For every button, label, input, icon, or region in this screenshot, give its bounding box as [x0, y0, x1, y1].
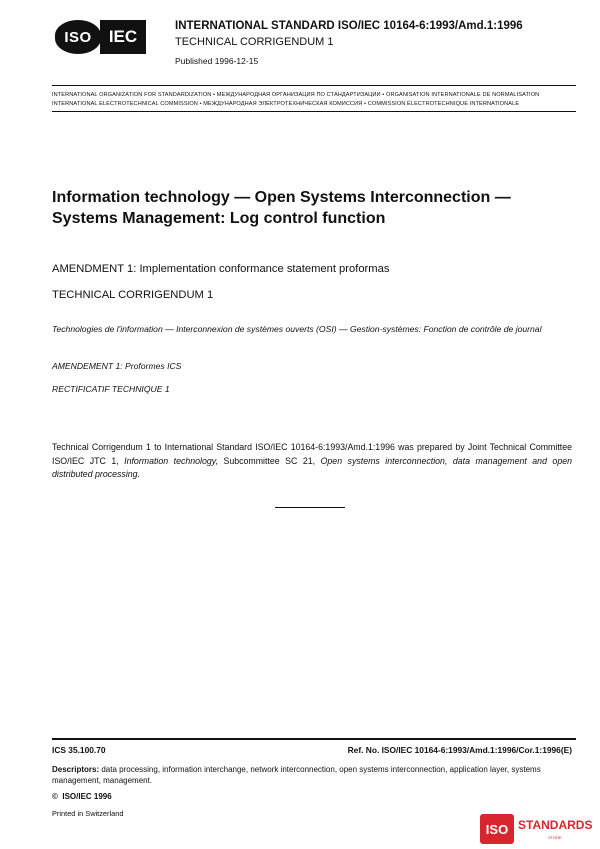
foreword-text-a: Technical Corrigendum 1 to International Standard ISO/IEC 10164-6:1993/Amd.1:1996 was prepared by Joint Technical Committee ISO/IEC JTC 1, [52, 442, 572, 466]
iec-logo: IEC [100, 20, 146, 54]
foreword-subcommittee-name: Open systems interconnection, data management and open distributed processing. [52, 455, 573, 479]
org-line-iso: INTERNATIONAL ORGANIZATION FOR STANDARDIZATION • МЕЖДУНАРОДНАЯ ОРГАНИЗАЦИЯ ПО СТАНДАРТИЗАЦИИ • ORGANISATION INTERNATIONALE DE NORMALISATION [52, 92, 540, 98]
descriptors-label: Descriptors: [52, 765, 100, 774]
standard-number: INTERNATIONAL STANDARD ISO/IEC 10164-6:1993/Amd.1:1996 [175, 20, 523, 32]
org-rule [52, 111, 576, 112]
reference-number: Ref. No. ISO/IEC 10164-6:1993/Amd.1:1996/Cor.1:1996(E) [347, 745, 572, 755]
french-amendment: AMENDEMENT 1: Proformes ICS [52, 361, 182, 371]
foreword-paragraph [52, 441, 572, 482]
descriptors-text: data processing, information interchange, network interconnection, open systems interconnection, application layer, systems management, management. [52, 765, 541, 785]
foreword-text-c: Subcommittee SC 21, [217, 455, 321, 466]
french-corrigendum: RECTIFICATIF TECHNIQUE 1 [52, 384, 170, 394]
ics-code: ICS 35.100.70 [52, 745, 106, 755]
header-rule [52, 85, 576, 86]
end-rule [275, 507, 345, 508]
watermark-standards-label: STANDARDS [518, 818, 593, 832]
amendment-title: AMENDMENT 1: Implementation conformance statement proformas [52, 263, 390, 275]
watermark-iso-logo: ISO [480, 814, 514, 844]
iso-logo: ISO [55, 20, 101, 54]
footer-rule [52, 738, 576, 740]
corrigendum-label: TECHNICAL CORRIGENDUM 1 [175, 36, 334, 48]
descriptors [52, 764, 576, 786]
corrigendum-title: TECHNICAL CORRIGENDUM 1 [52, 289, 214, 301]
printed-in: Printed in Switzerland [52, 809, 124, 818]
published-date: Published 1996-12-15 [175, 56, 259, 66]
org-line-iec: INTERNATIONAL ELECTROTECHNICAL COMMISSION • МЕЖДУНАРОДНАЯ ЭЛЕКТРОТЕХНИЧЕСКАЯ КОМИССИЯ • COMMISSION ÉLECTROTECHNIQUE INTERNATIONALE [52, 101, 520, 107]
foreword-committee-name: Information technology, [124, 455, 218, 466]
document-title: Information technology — Open Systems Interconnection — Systems Management: Log control function [52, 189, 511, 227]
copyright: © ISO/IEC 1996 [52, 792, 112, 801]
french-title: Technologies de l'information — Interconnexion de systèmes ouverts (OSI) — Gestion-systèmes: Fonction de contrôle de journal [52, 324, 542, 334]
watermark-store-label: STORE [548, 835, 562, 840]
